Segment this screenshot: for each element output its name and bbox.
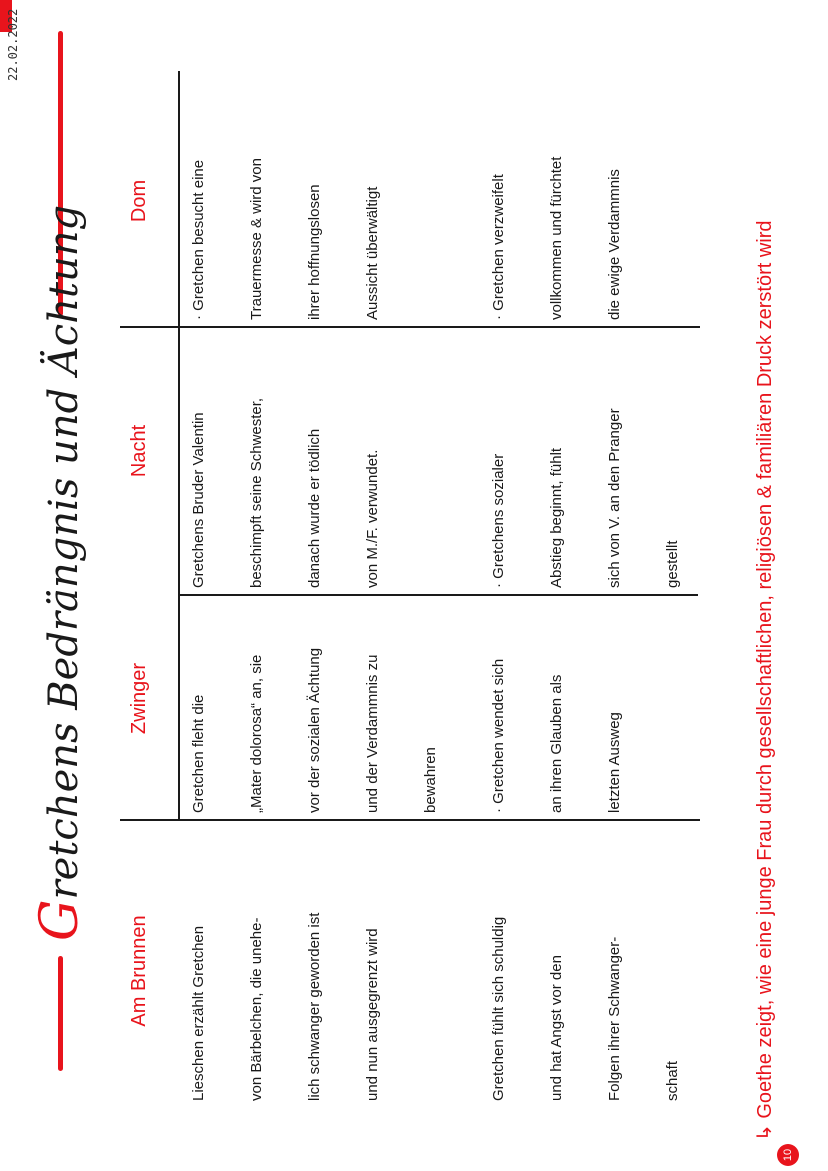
title-initial: G <box>30 899 90 941</box>
cell-line: und hat Angst vor den <box>548 955 565 1101</box>
column-heading-zwinger: Zwinger <box>128 662 150 735</box>
cell-line: Lieschen erzählt Gretchen <box>190 925 207 1101</box>
cell-line: Abstieg beginnt, fühlt <box>548 447 565 588</box>
column-heading-nacht: Nacht <box>128 424 150 478</box>
cell-line: die ewige Verdammnis <box>606 169 623 320</box>
column-heading-am-brunnen: Am Brunnen <box>128 915 150 1027</box>
cell-line: lich schwanger geworden ist <box>306 912 323 1101</box>
cell-line: sich von V. an den Pranger <box>606 408 623 588</box>
table-horizontal-line <box>178 71 180 821</box>
cell-line: vor der sozialen Ächtung <box>306 647 323 813</box>
cell-line: „Mater dolorosa“ an, sie <box>248 654 265 813</box>
column-divider-3 <box>120 326 700 328</box>
cell-line: gestellt <box>664 540 681 588</box>
cell-line: und der Verdammnis zu <box>364 654 381 813</box>
cell-line: letzten Ausweg <box>606 712 623 813</box>
cell-line: beschimpft seine Schwester, <box>248 397 265 588</box>
cell-line: vollkommen und fürchtet <box>548 156 565 320</box>
cell-line: · Gretchen verzweifelt <box>490 174 507 320</box>
cell-line: von M./F. verwundet. <box>364 449 381 588</box>
cell-line: und nun ausgegrenzt wird <box>364 928 381 1101</box>
cell-line: Folgen ihrer Schwanger- <box>606 936 623 1101</box>
cell-line: · Gretchen besucht eine <box>190 159 207 320</box>
title-line-left <box>58 956 63 1071</box>
cell-line: Trauermesse & wird von <box>248 158 265 320</box>
cell-line: schaft <box>664 1060 681 1101</box>
cell-line: Gretchen fleht die <box>190 694 207 813</box>
cell-line: · Gretchens sozialer <box>490 453 507 588</box>
page-number-badge: 10 <box>777 1144 799 1166</box>
cell-line: bewahren <box>422 747 439 813</box>
cell-line: · Gretchen wendet sich <box>490 658 507 813</box>
column-divider-2 <box>178 594 698 596</box>
cell-line: danach wurde er tödlich <box>306 428 323 588</box>
page-title <box>30 205 90 941</box>
cell-line: von Bärbelchen, die unehe- <box>248 917 265 1101</box>
cell-line: ihrer hoffnungslosen <box>306 184 323 320</box>
cell-line: Aussicht überwältigt <box>364 186 381 320</box>
column-divider-1 <box>120 819 700 821</box>
column-heading-dom: Dom <box>128 179 150 223</box>
cell-line: Gretchen fühlt sich schuldig <box>490 916 507 1101</box>
summary-note: ↳ Goethe zeigt, wie eine junge Frau durch gesellschaftlichen, religiösen & familiären Druck zerstört wird <box>754 220 776 1141</box>
cell-line: Gretchens Bruder Valentin <box>190 412 207 588</box>
title-text: retchens Bedrängnis und Ächtung <box>41 204 87 900</box>
date: 22.02.2022 <box>6 8 20 81</box>
cell-line: an ihren Glauben als <box>548 674 565 813</box>
